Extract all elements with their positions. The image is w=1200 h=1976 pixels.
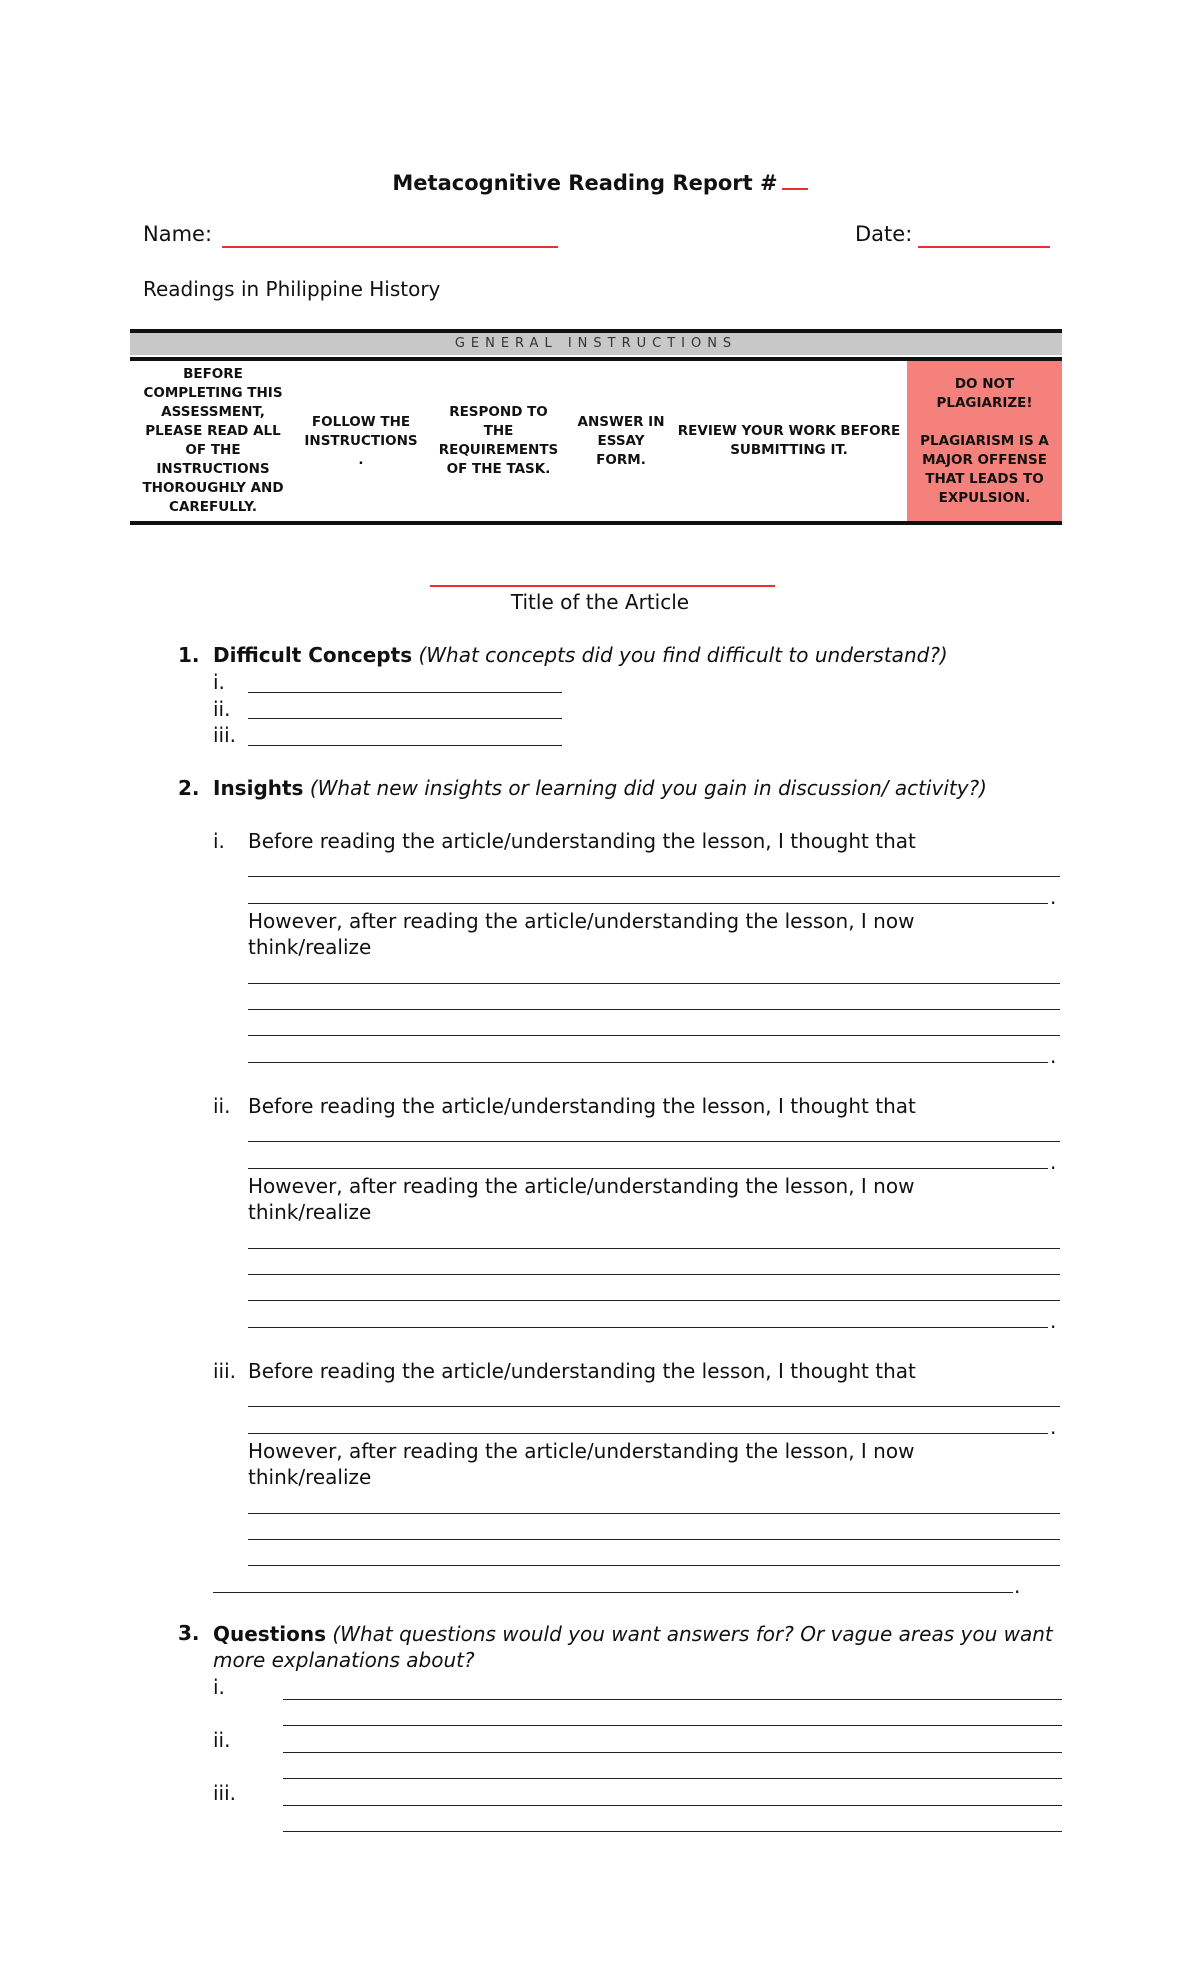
line-period: . [1050, 1150, 1057, 1174]
instruction-item: RESPOND TO THE REQUIREMENTS OF THE TASK. [438, 404, 559, 477]
q2-answer-line[interactable] [248, 1035, 1060, 1036]
q3-number: 3. [178, 1621, 200, 1645]
report-number-blank[interactable] [782, 170, 808, 190]
article-title-label: Title of the Article [510, 590, 690, 614]
instruction-item: REVIEW YOUR WORK BEFORE SUBMITTING IT. [677, 423, 901, 458]
instruction-item: FOLLOW THE INSTRUCTIONS . [304, 413, 418, 468]
q2-answer-line[interactable] [248, 1274, 1060, 1275]
q1-heading: Difficult Concepts (What concepts did you find difficult to understand?) [213, 643, 948, 667]
date-field[interactable] [918, 246, 1050, 248]
q2-answer-line[interactable] [248, 1248, 1060, 1249]
article-title-field[interactable] [430, 585, 775, 587]
q2-answer-line[interactable] [248, 1141, 1060, 1142]
q2-answer-line[interactable] [248, 1300, 1060, 1301]
line-period: . [1050, 885, 1057, 909]
q2-answer-line[interactable] [248, 1168, 1048, 1169]
q2-heading: Insights (What new insights or learning did you gain in discussion/ activity?) [213, 776, 987, 800]
general-instructions [130, 329, 1062, 525]
q2-answer-line[interactable] [248, 1009, 1060, 1010]
warning-line: DO NOT PLAGIARIZE! [936, 375, 1033, 411]
q1-number: 1. [178, 643, 200, 667]
q3-item-numeral: i. [213, 1675, 225, 1699]
q2-answer-line[interactable] [248, 876, 1060, 877]
q2-item-numeral: i. [213, 829, 225, 853]
name-label: Name: [143, 222, 213, 246]
q3-answer-line[interactable] [283, 1752, 1062, 1753]
q2-after-text: However, after reading the article/understanding the lesson, I now think/realize [248, 1174, 915, 1224]
q2-answer-line[interactable] [248, 1513, 1060, 1514]
q2-before-text: Before reading the article/understanding the lesson, I thought that [248, 1359, 916, 1383]
q3-answer-line[interactable] [283, 1805, 1062, 1806]
q2-answer-line[interactable] [213, 1592, 1013, 1593]
q2-answer-line[interactable] [248, 1062, 1048, 1063]
line-period: . [1050, 1309, 1057, 1333]
q2-after-text: However, after reading the article/understanding the lesson, I now think/realize [248, 1439, 915, 1489]
q2-answer-line[interactable] [248, 1565, 1060, 1566]
instructions-cells [130, 361, 1062, 521]
q2-before-text: Before reading the article/understanding the lesson, I thought that [248, 829, 916, 853]
q2-answer-line[interactable] [248, 903, 1048, 904]
q2-item-numeral: ii. [213, 1094, 231, 1118]
instructions-heading: GENERAL INSTRUCTIONS [130, 333, 1062, 355]
name-field[interactable] [222, 246, 558, 248]
instruction-item: BEFORE COMPLETING THIS ASSESSMENT, PLEASE READ ALL OF THE INSTRUCTIONS THOROUGHLY AND CAREFULLY. [142, 366, 284, 515]
q2-number: 2. [178, 776, 200, 800]
q1-answer-line[interactable] [248, 692, 562, 693]
q2-answer-line[interactable] [248, 1406, 1060, 1407]
q2-answer-line[interactable] [248, 1433, 1048, 1434]
title-text: Metacognitive Reading Report # [392, 171, 778, 195]
q1-item-numeral: i. [213, 670, 225, 694]
q3-answer-line[interactable] [283, 1725, 1062, 1726]
q3-item-numeral: ii. [213, 1728, 231, 1752]
q3-heading: Questions (What questions would you want answers for? Or vague areas you want more explanations about? [213, 1622, 1053, 1672]
q3-item-numeral: iii. [213, 1781, 237, 1805]
q2-answer-line[interactable] [248, 1327, 1048, 1328]
q3-answer-line[interactable] [283, 1699, 1062, 1700]
q2-answer-line[interactable] [248, 1539, 1060, 1540]
course-name: Readings in Philippine History [143, 277, 441, 301]
q1-item-numeral: iii. [213, 723, 237, 747]
page-title [0, 170, 1200, 195]
q1-answer-line[interactable] [248, 745, 562, 746]
q2-item-numeral: iii. [213, 1359, 237, 1383]
line-period: . [1050, 1415, 1057, 1439]
plagiarism-warning [907, 361, 1062, 521]
line-period: . [1014, 1574, 1021, 1598]
instruction-item: ANSWER IN ESSAY FORM. [577, 413, 665, 468]
q2-answer-line[interactable] [248, 983, 1060, 984]
q2-after-text: However, after reading the article/understanding the lesson, I now think/realize [248, 909, 915, 959]
q2-before-text: Before reading the article/understanding the lesson, I thought that [248, 1094, 916, 1118]
q3-answer-line[interactable] [283, 1778, 1062, 1779]
instructions-bottom-rule [130, 521, 1062, 525]
line-period: . [1050, 1044, 1057, 1068]
q3-answer-line[interactable] [283, 1831, 1062, 1832]
date-label: Date: [855, 222, 913, 246]
q1-answer-line[interactable] [248, 718, 562, 719]
warning-line: PLAGIARISM IS A MAJOR OFFENSE THAT LEADS TO EXPULSION. [920, 432, 1049, 506]
q1-item-numeral: ii. [213, 697, 231, 721]
